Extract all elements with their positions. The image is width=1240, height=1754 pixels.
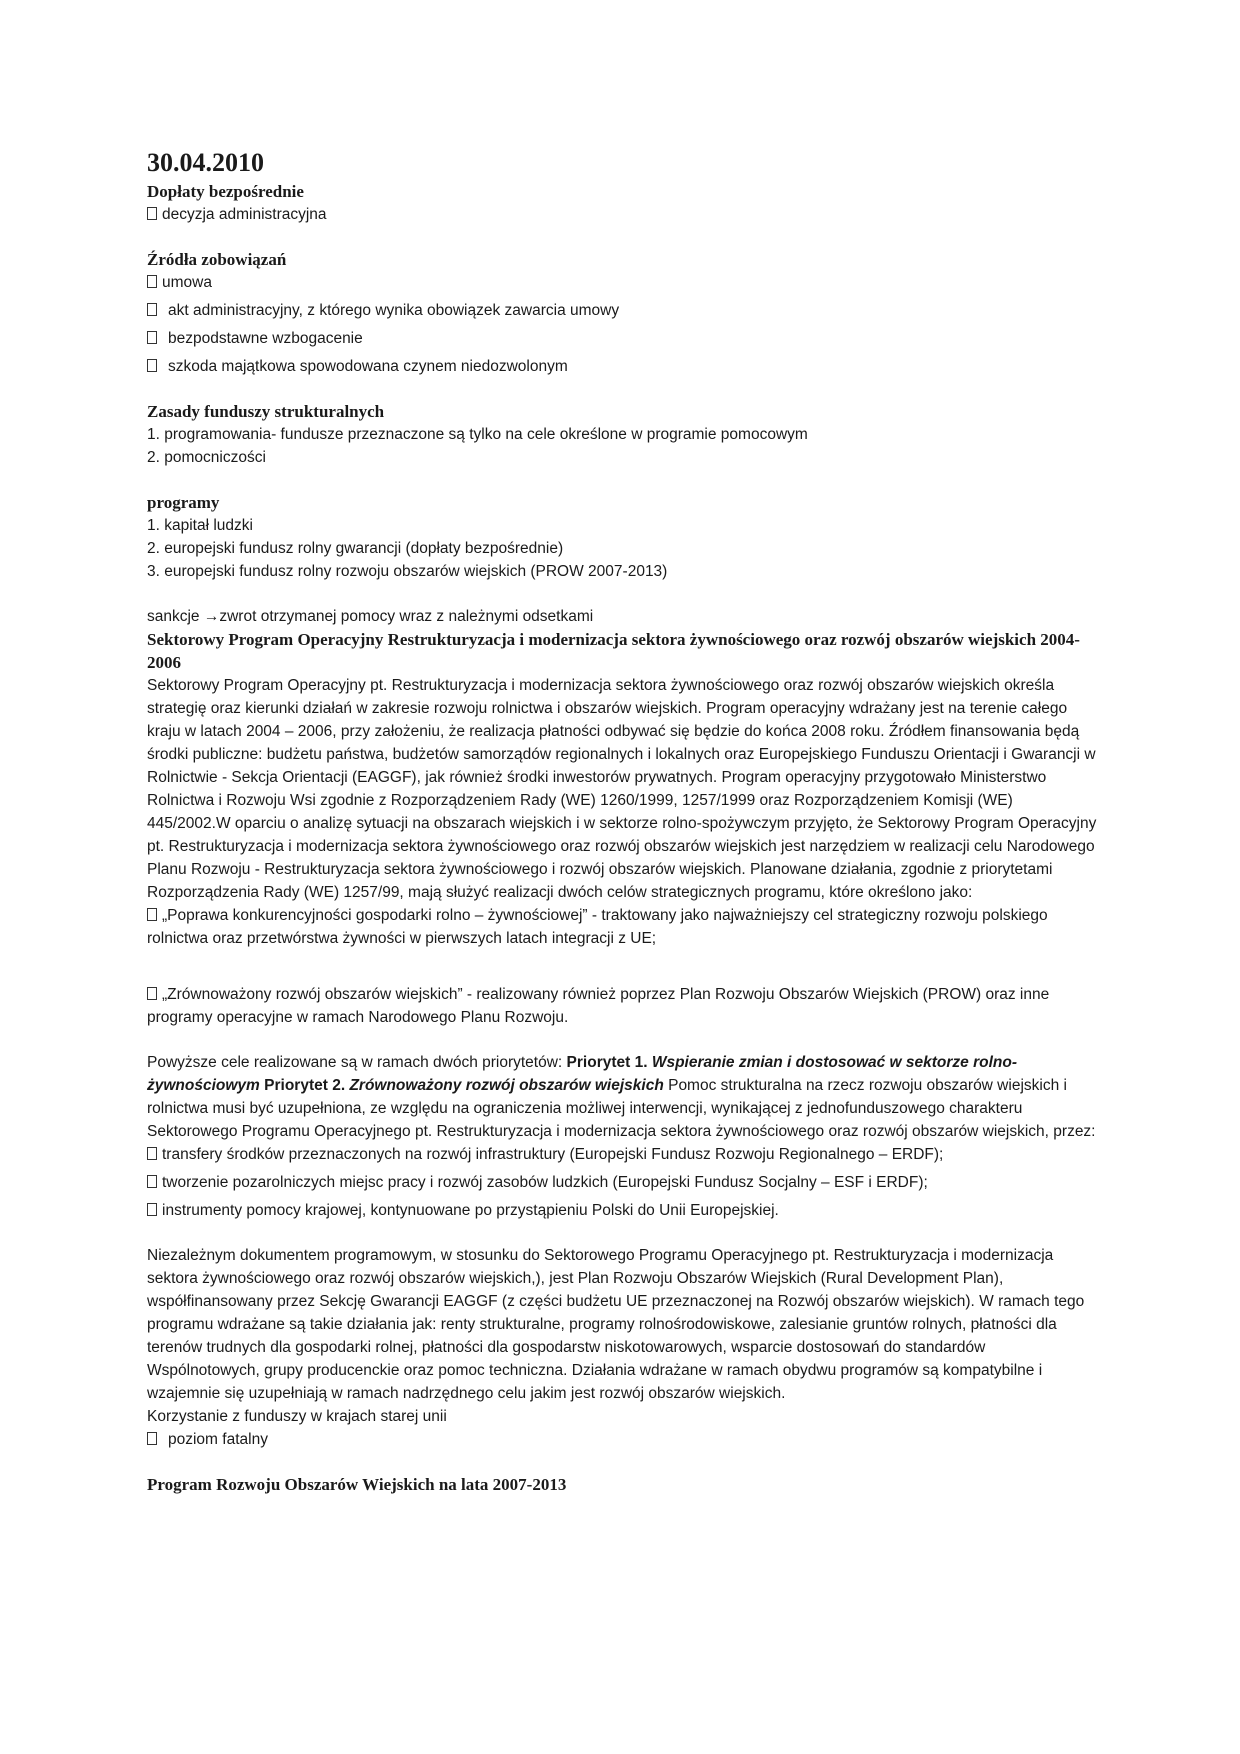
list-item: decyzja administracyjna: [147, 203, 1097, 226]
bullet-box-icon: [147, 908, 157, 921]
list-item: transfery środków przeznaczonych na rozwój infrastruktury (Europejski Fundusz Rozwoju Regionalnego – ERDF);: [147, 1143, 1097, 1166]
list-item: tworzenie pozarolniczych miejsc pracy i rozwój zasobów ludzkich (Europejski Fundusz Socjalny – ESF i ERDF);: [147, 1171, 1097, 1194]
list-item: 3. europejski fundusz rolny rozwoju obszarów wiejskich (PROW 2007-2013): [147, 563, 668, 580]
heading-sources-of-obligations: Źródła zobowiązań: [147, 250, 287, 269]
heading-direct-payments: Dopłaty bezpośrednie: [147, 182, 304, 201]
heading-sectoral-program: Sektorowy Program Operacyjny Restrukturyzacja i modernizacja sektora żywnościowego oraz rozwój obszarów wiejskich 2004-2006: [147, 630, 1080, 672]
heading-rdp-2007-2013: Program Rozwoju Obszarów Wiejskich na lata 2007-2013: [147, 1475, 567, 1494]
list-item: umowa: [147, 271, 1097, 294]
bullet-box-icon: [147, 1203, 157, 1216]
paragraph: Niezależnym dokumentem programowym, w stosunku do Sektorowego Programu Operacyjnego pt. Restrukturyzacja i modernizacja sektora żywnościowego oraz rozwój obszarów wiejskich,), jest Plan Rozwoju Obszarów Wiejskich (Rural Development Plan), współfinansowany przez Sekcję Gwarancji EAGGF (z części budżetu UE przeznaczonej na Rozwój obszarów wiejskich). W ramach tego programu wdrażane są takie działania jak: renty strukturalne, programy rolnośrodowiskowe, zalesianie gruntów rolnych, płatności dla terenów trudnych dla gospodarki rolnej, płatności dla gospodarstw niskotowarowych, wsparcie dostosowań do standardów Wspólnotowych, grupy producenckie oraz pomoc techniczna. Działania wdrażane w ramach obydwu programów są kompatybilne i wzajemnie się uzupełniają w ramach nadrzędnego celu jakim jest rozwój obszarów wiejskich.: [147, 1247, 1085, 1402]
bullet-box-icon: [147, 359, 157, 372]
document-page: [147, 148, 1097, 1496]
list-item: 2. europejski fundusz rolny gwarancji (dopłaty bezpośrednie): [147, 540, 564, 557]
bullet-box-icon: [147, 987, 157, 1000]
bullet-box-icon: [147, 331, 157, 344]
old-union-line: Korzystanie z funduszy w krajach starej unii: [147, 1408, 447, 1425]
paragraph: Powyższe cele realizowane są w ramach dwóch priorytetów: Priorytet 1. Wspieranie zmian i dostosować w sektorze rolno-żywnościowym Priorytet 2. Zrównoważony rozwój obszarów wiejskich Pomoc strukturalna na rzecz rozwoju obszarów wiejskich i rolnictwa musi być uzupełniona, ze względu na ograniczenia możliwej interwencji, wynikającej z jednofunduszowego charakteru Sektorowego Programu Operacyjnego pt. Restrukturyzacja i modernizacja sektora żywnościowego oraz rozwój obszarów wiejskich, przez:: [147, 1054, 1096, 1140]
document-date: 30.04.2010: [147, 148, 264, 177]
list-item: 1. programowania- fundusze przeznaczone są tylko na cele określone w programie pomocowym: [147, 426, 808, 443]
bullet-box-icon: [147, 207, 157, 220]
bullet-box-icon: [147, 1147, 157, 1160]
list-item: „Poprawa konkurencyjności gospodarki rolno – żywnościowej” - traktowany jako najważniejszy cel strategiczny rozwoju polskiego rolnictwa oraz przetwórstwa żywności w pierwszych latach integracji z UE;: [147, 907, 1048, 947]
sanctions-line: sankcje →zwrot otrzymanej pomocy wraz z należnymi odsetkami: [147, 608, 594, 625]
list-item: bezpodstawne wzbogacenie: [147, 327, 1097, 350]
list-item: „Zrównoważony rozwój obszarów wiejskich” - realizowany również poprzez Plan Rozwoju Obszarów Wiejskich (PROW) oraz inne programy operacyjne w ramach Narodowego Planu Rozwoju.: [147, 986, 1050, 1026]
heading-structural-funds-principles: Zasady funduszy strukturalnych: [147, 402, 385, 421]
bullet-box-icon: [147, 1432, 157, 1445]
bullet-box-icon: [147, 1175, 157, 1188]
list-item: 1. kapitał ludzki: [147, 517, 253, 534]
bullet-box-icon: [147, 275, 157, 288]
list-item: poziom fatalny: [147, 1428, 1097, 1451]
bullet-box-icon: [147, 303, 157, 316]
list-item: szkoda majątkowa spowodowana czynem niedozwolonym: [147, 355, 1097, 378]
list-item: instrumenty pomocy krajowej, kontynuowane po przystąpieniu Polski do Unii Europejskiej.: [147, 1199, 1097, 1222]
list-item: akt administracyjny, z którego wynika obowiązek zawarcia umowy: [147, 299, 1097, 322]
list-item: 2. pomocniczości: [147, 449, 266, 466]
paragraph: Sektorowy Program Operacyjny pt. Restrukturyzacja i modernizacja sektora żywnościowego oraz rozwój obszarów wiejskich określa strategię oraz kierunki działań w zakresie rozwoju rolnictwa i obszarów wiejskich. Program operacyjny wdrażany jest na terenie całego kraju w latach 2004 – 2006, przy założeniu, że realizacja płatności odbywać się będzie do końca 2008 roku. Źródłem finansowania będą środki publiczne: budżetu państwa, budżetów samorządów regionalnych i lokalnych oraz Europejskiego Funduszu Orientacji i Gwarancji w Rolnictwie - Sekcja Orientacji (EAGGF), jak również środki inwestorów prywatnych. Program operacyjny przygotowało Ministerstwo Rolnictwa i Rozwoju Wsi zgodnie z Rozporządzeniem Rady (WE) 1260/1999, 1257/1999 oraz Rozporządzeniem Komisji (WE) 445/2002.W oparciu o analizę sytuacji na obszarach wiejskich i w sektorze rolno-spożywczym przyjęto, że Sektorowy Program Operacyjny pt. Restrukturyzacja i modernizacja sektora żywnościowego oraz rozwój obszarów wiejskich jest narzędziem w realizacji celu Narodowego Planu Rozwoju - Restrukturyzacja sektora żywnościowego i rozwój obszarów wiejskich. Planowane działania, zgodnie z priorytetami Rozporządzenia Rady (WE) 1257/99, mają służyć realizacji dwóch celów strategicznych programu, które określono jako:: [147, 677, 1097, 901]
heading-programs: programy: [147, 493, 220, 512]
